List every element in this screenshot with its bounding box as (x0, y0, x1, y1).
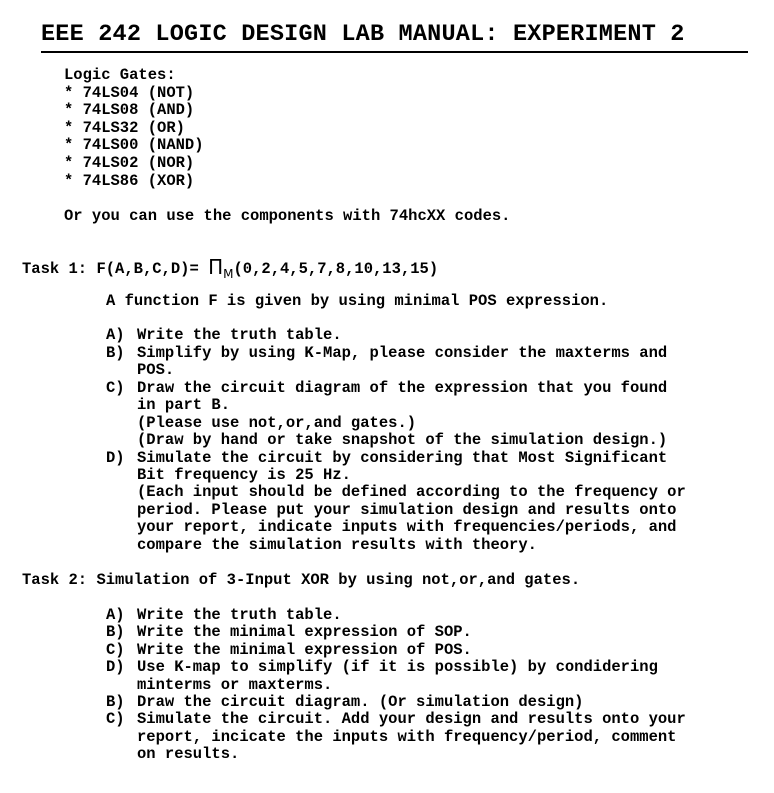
task1-function-prefix: F(A,B,C,D)= (96, 260, 199, 278)
task1-intro: A function F is given by using minimal POS expression. (106, 292, 609, 310)
task1-item-text: in part B. (137, 396, 231, 414)
task1-item-marker: B) (106, 344, 125, 362)
task2-item-marker: C) (106, 710, 125, 728)
title-underline (41, 51, 748, 53)
gate-item-not: * 74LS04 (NOT) (64, 84, 195, 102)
task1-item-text: Bit frequency is 25 Hz. (137, 466, 351, 484)
page-title: EEE 242 LOGIC DESIGN LAB MANUAL: EXPERIMENT 2 (41, 21, 685, 48)
task2-item-text: Write the truth table. (137, 606, 342, 624)
task2-item-text: Simulate the circuit. Add your design and results onto your (137, 710, 686, 728)
gate-item-xor: * 74LS86 (XOR) (64, 172, 195, 190)
task2-item-text: on results. (137, 745, 240, 763)
task1-function-terms: (0,2,4,5,7,8,10,13,15) (233, 260, 439, 278)
task1-item-text: compare the simulation results with theory. (137, 536, 537, 554)
task2-item-marker: B) (106, 693, 125, 711)
task1-heading (22, 255, 439, 281)
task2-item-text: Use K-map to simplify (if it is possible) by condidering (137, 658, 658, 676)
gates-heading: Logic Gates: (64, 66, 176, 84)
task2-item-text: minterms or maxterms. (137, 676, 333, 694)
task1-item-marker: C) (106, 379, 125, 397)
task1-item-marker: A) (106, 326, 125, 344)
task1-item-text: Write the truth table. (137, 326, 342, 344)
task1-item-text: Draw the circuit diagram of the expression that you found (137, 379, 668, 397)
task1-label: Task 1: (22, 260, 88, 278)
task1-item-text: (Draw by hand or take snapshot of the simulation design.) (137, 431, 668, 449)
gates-note: Or you can use the components with 74hcXX codes. (64, 207, 511, 225)
task1-item-text: Simulate the circuit by considering that Most Significant (137, 449, 668, 467)
task2-title: Simulation of 3-Input XOR by using not,or,and gates. (96, 571, 581, 589)
task1-item-text: (Each input should be defined according to the frequency or (137, 483, 686, 501)
task1-item-marker: D) (106, 449, 125, 467)
task1-item-text: Simplify by using K-Map, please consider the maxterms and (137, 344, 668, 362)
gate-item-nand: * 74LS00 (NAND) (64, 136, 204, 154)
task2-item-text: Write the minimal expression of SOP. (137, 623, 472, 641)
task2-item-marker: C) (106, 641, 125, 659)
task2-item-text: Write the minimal expression of POS. (137, 641, 472, 659)
task2-item-text: report, incicate the inputs with frequency/period, comment (137, 728, 677, 746)
task2-item-marker: A) (106, 606, 125, 624)
task2-heading (22, 572, 580, 589)
gate-item-nor: * 74LS02 (NOR) (64, 154, 195, 172)
product-subscript: M (223, 267, 234, 281)
gate-item-and: * 74LS08 (AND) (64, 101, 195, 119)
task2-item-marker: B) (106, 623, 125, 641)
task2-item-text: Draw the circuit diagram. (Or simulation design) (137, 693, 584, 711)
task2-item-marker: D) (106, 658, 125, 676)
gate-item-or: * 74LS32 (OR) (64, 119, 185, 137)
task1-item-text: your report, indicate inputs with frequencies/periods, and (137, 518, 677, 536)
task2-label: Task 2: (22, 571, 88, 589)
product-symbol: Π (208, 255, 224, 279)
task1-item-text: POS. (137, 361, 175, 379)
task1-item-text: (Please use not,or,and gates.) (137, 414, 417, 432)
task1-item-text: period. Please put your simulation design and results onto (137, 501, 677, 519)
